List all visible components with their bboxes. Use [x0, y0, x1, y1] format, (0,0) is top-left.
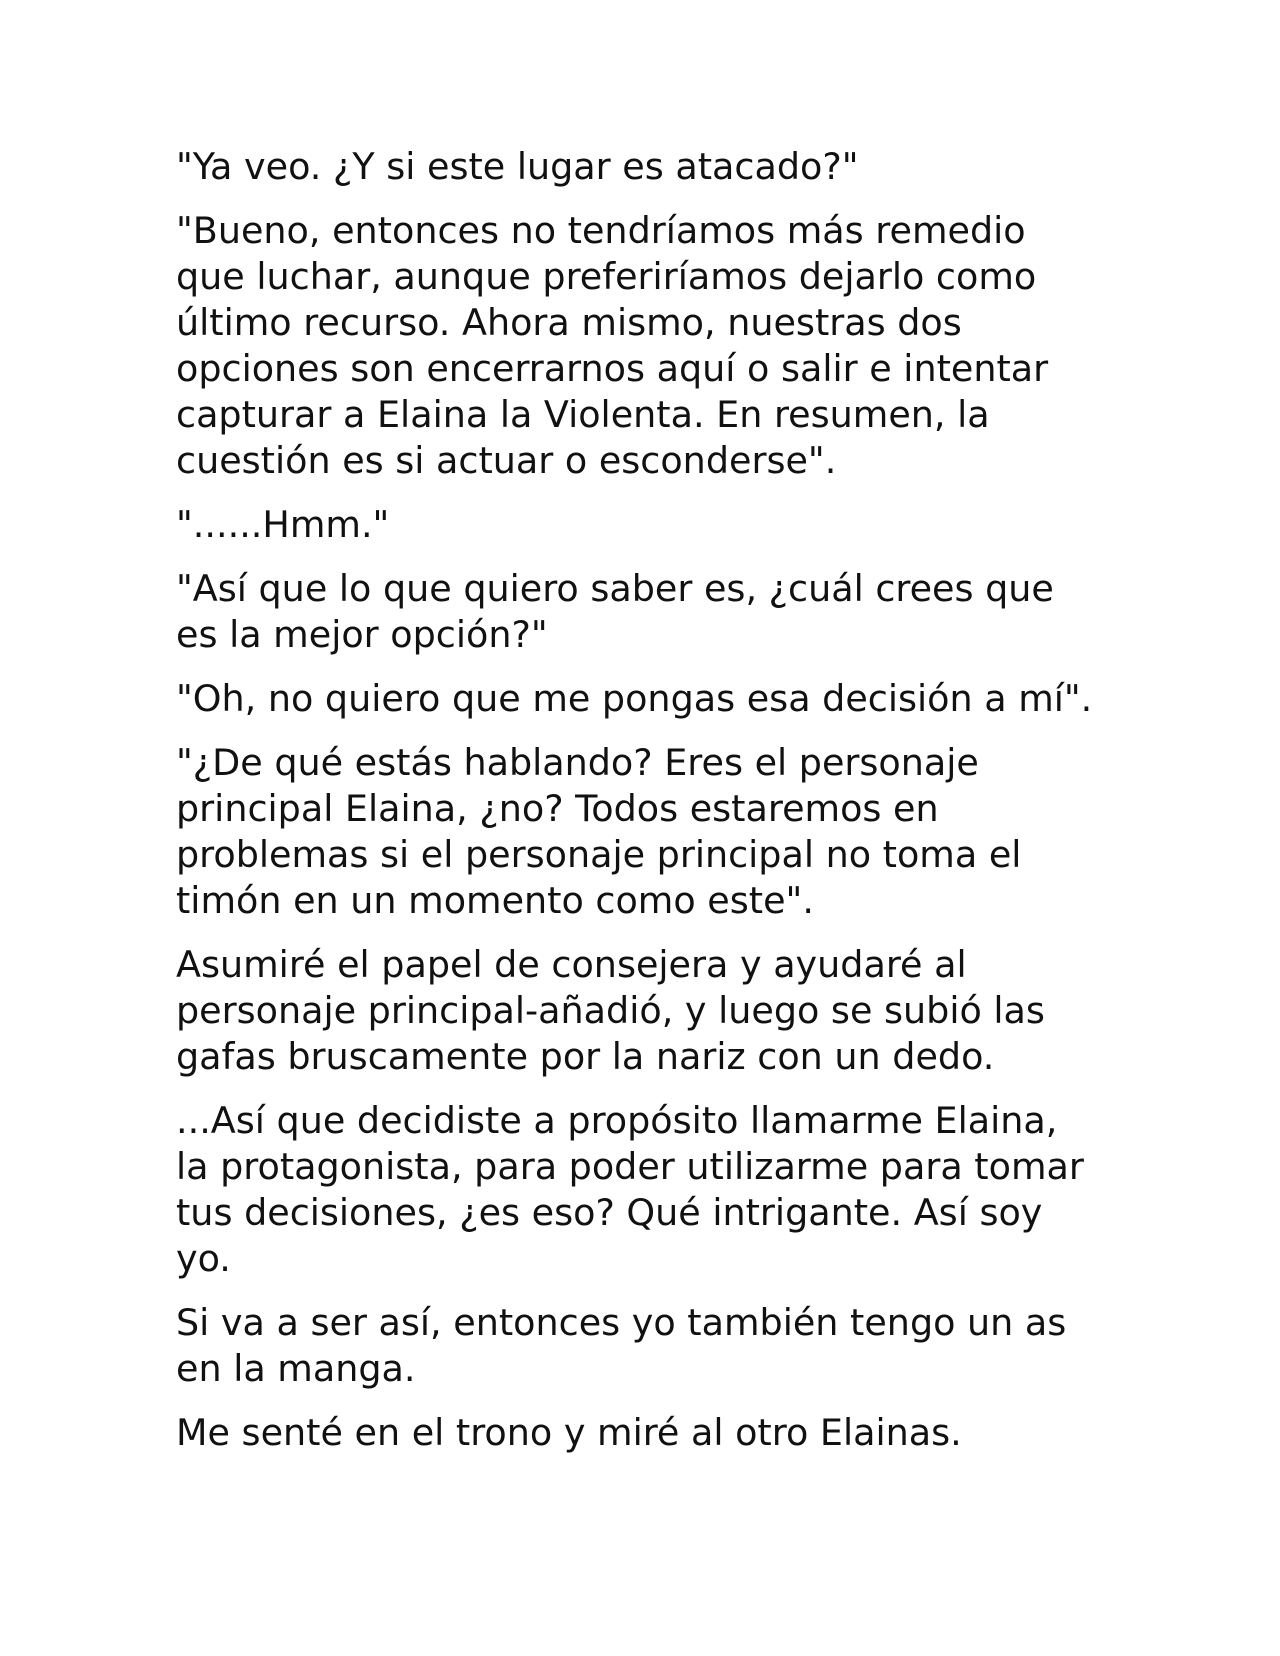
- paragraph: ...Así que decidiste a propósito llamarme Elaina, la protagonista, para poder utilizarme para tomar tus decisiones, ¿es eso? Qué intrigante. Así soy yo.: [176, 1099, 1084, 1280]
- paragraph: "Ya veo. ¿Y si este lugar es atacado?": [176, 145, 859, 188]
- paragraph: "Así que lo que quiero saber es, ¿cuál crees que es la mejor opción?": [176, 567, 1054, 656]
- paragraph: Me senté en el trono y miré al otro Elainas.: [176, 1411, 962, 1454]
- paragraph: Si va a ser así, entonces yo también tengo un as en la manga.: [176, 1301, 1067, 1390]
- paragraph: Asumiré el papel de consejera y ayudaré al personaje principal-añadió, y luego se subió las gafas bruscamente por la nariz con un dedo.: [176, 943, 1045, 1078]
- paragraph: "Oh, no quiero que me pongas esa decisión a mí".: [176, 677, 1093, 720]
- paragraph: "......Hmm.": [176, 503, 390, 546]
- paragraph: "¿De qué estás hablando? Eres el personaje principal Elaina, ¿no? Todos estaremos en problemas si el personaje principal no toma el timón en un momento como este".: [176, 741, 1022, 922]
- paragraph: "Bueno, entonces no tendríamos más remedio que luchar, aunque preferiríamos dejarlo como último recurso. Ahora mismo, nuestras dos opciones son encerrarnos aquí o salir e intentar capturar a Elaina la Violenta. En resumen, la cuestión es si actuar o esconderse".: [176, 209, 1049, 482]
- body-text: [176, 144, 1096, 1456]
